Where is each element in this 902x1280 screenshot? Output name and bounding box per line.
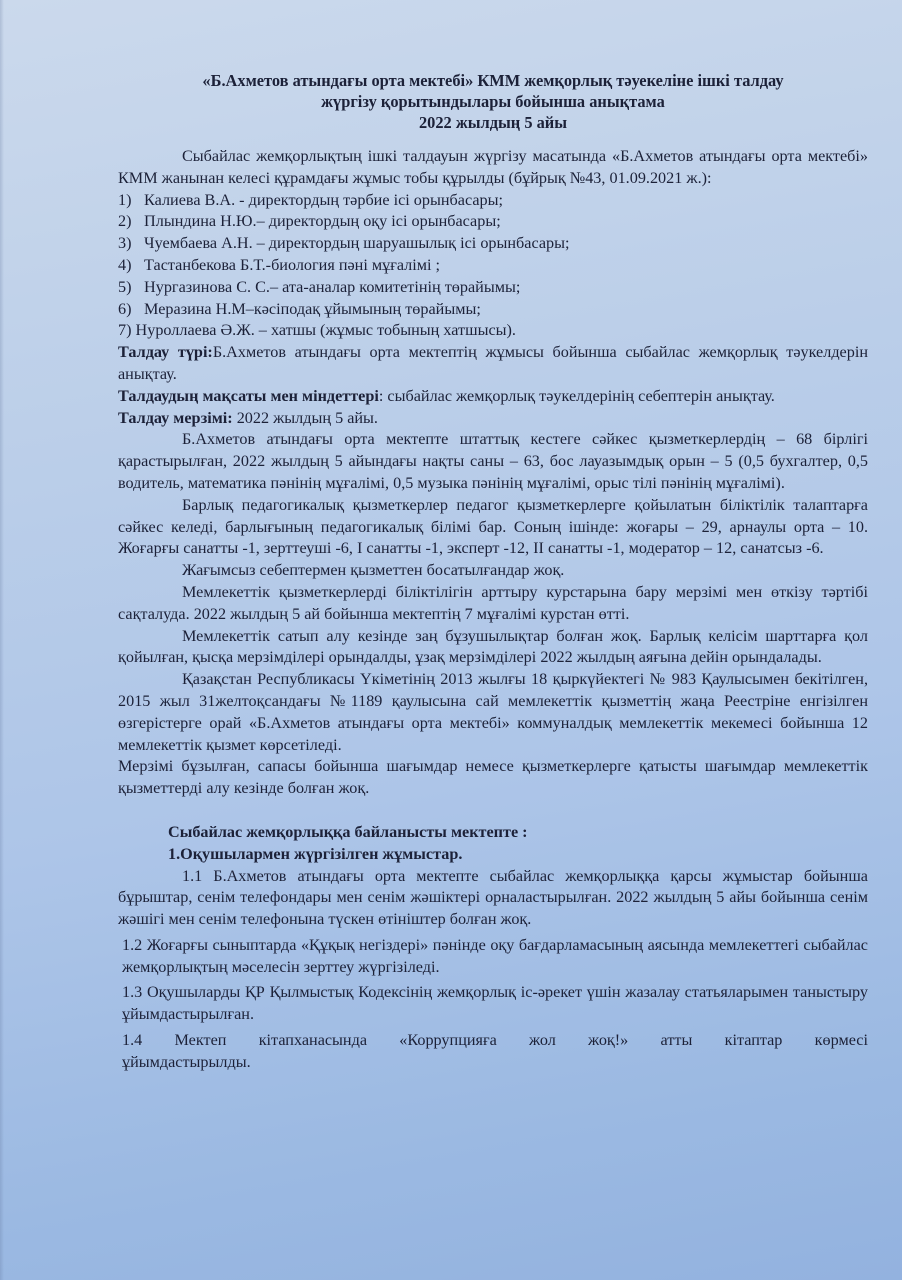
paragraph-qualifications: Барлық педагогикалық қызметкерлер педагог қызметкерлерге қойылатын біліктілік талаптарға сәйкес келеді, барлығының педагогикалық білімі бар. Соның ішінде: жоғары – 29, арнаулы орта – 10. Жоғарғы санатты -1, зерттеуші -6, І санатты -1, эксперт -12, ІІ санатты -1, модератор – 12, санатсыз -6. <box>118 495 868 558</box>
list-number: 2) <box>118 212 132 231</box>
list-number: 1) <box>118 190 132 209</box>
subsection-heading: 1.Оқушылармен жүргізілген жұмыстар. <box>168 844 463 863</box>
analysis-period-text: 2022 жылдың 5 айы. <box>232 408 378 427</box>
list-item <box>118 190 868 212</box>
analysis-goal-text: : сыбайлас жемқорлық тәукелдерінің себептерін анықтау. <box>378 386 775 405</box>
title-line: «Б.Ахметов атындағы орта мектебі» КММ жемқорлық тәуекеліне ішкі талдау <box>202 71 784 90</box>
paragraph-procurement: Мемлекеттік сатып алу кезінде заң бұзушылықтар болған жоқ. Барлық келісім шарттарға қол қойылған, қысқа мерзімділері орындалды, ұзақ мерзімділері 2022 жылдың аяғына дейін орындалады. <box>118 626 868 667</box>
item-1-3: 1.3 Оқушыларды ҚР Қылмыстық Кодексінің жемқорлық іс-әрекет үшін жазалау статьяларымен таныстыру ұйымдастырылған. <box>122 983 868 1024</box>
paragraph-complaints: Мерзімі бұзылған, сапасы бойынша шағымдар немесе қызметкерлерге қатысты шағымдар мемлекеттік қызметтерді алу кезінде болған жоқ. <box>118 757 868 798</box>
section-heading: Сыбайлас жемқорлыққа байланысты мектепте : <box>168 822 528 841</box>
list-number: 6) <box>118 299 132 318</box>
paragraph-training: Мемлекеттік қызметкерлерді біліктілігін арттыру курстарына бару мерзімі мен өткізу тәртібі сақталуда. 2022 жылдың 5 ай бойынша мектептің 7 мұғалімі курстан өтті. <box>118 582 868 623</box>
paragraph-dismissals: Жағымсыз себептермен қызметтен босатылғандар жоқ. <box>182 561 565 580</box>
member-text: Калиева В.А. - директордың тәрбие ісі орынбасары; <box>144 190 503 209</box>
title-line: жүргізу қорытындылары бойынша анықтама <box>321 92 665 111</box>
list-item <box>118 320 868 342</box>
member-text: Тастанбекова Б.Т.-биология пәні мұғалімі ; <box>144 255 441 274</box>
analysis-period <box>118 408 868 430</box>
list-number: 5) <box>118 277 132 296</box>
analysis-goal <box>118 386 868 408</box>
list-item <box>118 233 868 255</box>
analysis-type-label: Талдау түрі: <box>118 343 213 362</box>
paper-edge-shadow <box>0 0 4 1280</box>
paragraph-staffing: Б.Ахметов атындағы орта мектепте штаттық кестеге сәйкес қызметкерлердің – 68 бірлігі қарастырылған, 2022 жылдың 5 айындағы нақты саны – 63, бос лауазымдық орын – 5 (0,5 бухгалтер, 0,5 водитель, математика пәнінің мұғалімі, 0,5 музыка пәнінің мұғалімі, орыс тілі пәнінің мұғалімі). <box>118 430 868 492</box>
item-1-4: 1.4 Мектеп кітапханасында «Коррупцияға жол жоқ!» атты кітаптар көрмесі ұйымдастырылды. <box>122 1031 868 1071</box>
spacer <box>118 800 868 822</box>
analysis-period-label: Талдау мерзімі: <box>118 408 233 427</box>
list-number: 4) <box>118 255 132 274</box>
list-number: 7) <box>118 321 132 340</box>
member-text: Меразина Н.М–кәсіподақ ұйымының төрайымы; <box>144 299 481 318</box>
list-item <box>118 299 868 321</box>
member-text: Нуроллаева Ә.Ж. – хатшы (жұмыс тобының хатшысы). <box>135 321 516 340</box>
list-item <box>118 255 868 277</box>
working-group-list <box>118 190 868 343</box>
analysis-type <box>118 342 868 386</box>
document-page <box>118 70 868 1074</box>
analysis-type-text: Б.Ахметов атындағы орта мектептің жұмысы бойынша сыбайлас жемқорлық тәукелдерін анықтау. <box>118 343 868 383</box>
list-item <box>118 211 868 233</box>
list-number: 3) <box>118 234 132 253</box>
item-1-1: 1.1 Б.Ахметов атындағы орта мектепте сыбайлас жемқорлыққа қарсы жұмыстар бойынша бұрыштар, сенім телефондары мен сенім жәшіктері орналастырылған. 2022 жылдың 5 айы бойынша сенім жәшігі мен сенім телефонына түскен өтініштер болған жоқ. <box>118 866 868 929</box>
list-item <box>118 277 868 299</box>
item-1-2: 1.2 Жоғарғы сыныптарда «Құқық негіздері» пәнінде оқу бағдарламасының аясында мемлекеттегі сыбайлас жемқорлықтың мәселесін зерттеу жүргізіледі. <box>122 935 868 976</box>
paragraph-public-services: Қазақстан Республикасы Үкіметінің 2013 жылғы 18 қыркүйектегі № 983 Қаулысымен бекітілген, 2015 жыл 31желтоқсандағы №1189 қаулысына сай мемлекеттік қызметтің жаңа Реестріне енгізілген өзгерістерге орай «Б.Ахметов атындағы орта мектебі» коммуналдық мемлекеттік мекемесі бойынша 12 мемлекеттік қызмет көрсетіледі. <box>118 670 868 754</box>
document-title <box>118 70 868 133</box>
title-line: 2022 жылдың 5 айы <box>418 113 568 132</box>
intro-paragraph: Сыбайлас жемқорлықтың ішкі талдауын жүргізу масатында «Б.Ахметов атындағы орта мектебі» КММ жанынан келесі құрамдағы жұмыс тобы құрылды (бұйрық №43, 01.09.2021 ж.): <box>118 147 868 187</box>
analysis-goal-label: Талдаудың мақсаты мен міндеттері <box>118 386 379 405</box>
member-text: Чуембаева А.Н. – директордың шаруашылық ісі орынбасары; <box>144 234 570 253</box>
member-text: Нургазинова С. С.– ата-аналар комитетінің төрайымы; <box>144 277 521 296</box>
member-text: Плындина Н.Ю.– директордың оқу ісі орынбасары; <box>144 212 501 231</box>
